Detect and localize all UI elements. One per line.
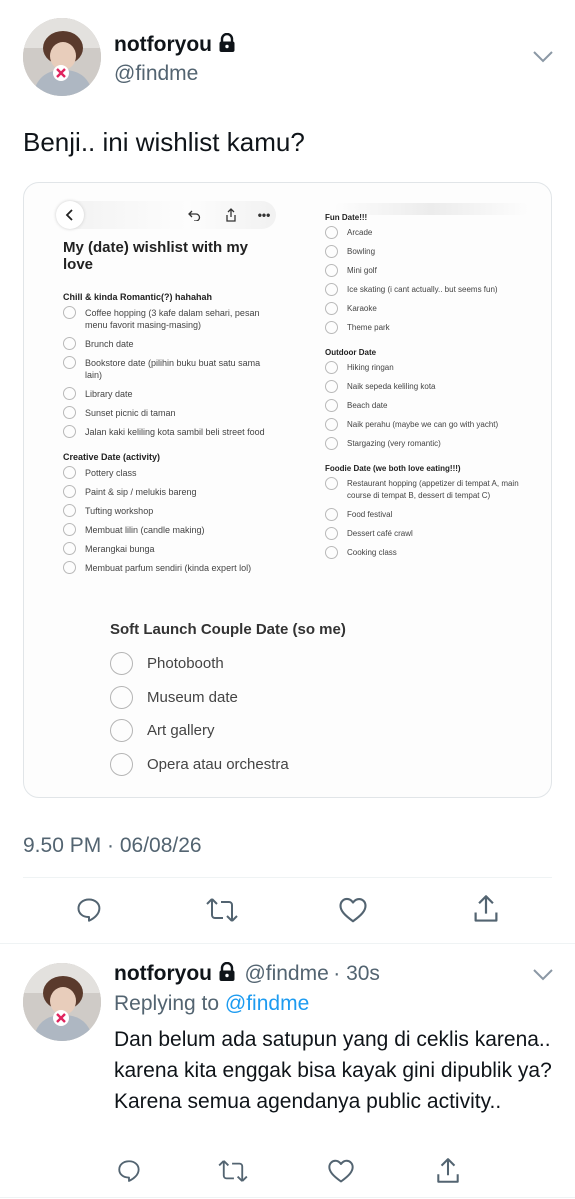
checkbox-circle-icon — [63, 387, 76, 400]
share-sheet-icon — [221, 205, 241, 225]
list-item: Stargazing (very romantic) — [325, 438, 525, 450]
list-item: Coffee hopping (3 kafe dalam sehari, pesan menu favorit masing-masing) — [63, 307, 278, 331]
heart-icon[interactable] — [327, 1157, 355, 1185]
checkbox-circle-icon — [325, 437, 338, 450]
list-item: Karaoke — [325, 303, 525, 315]
tweet-timestamp[interactable]: 9.50 PM · 06/08/26 — [23, 834, 202, 857]
lock-icon — [218, 962, 236, 987]
divider — [23, 877, 552, 878]
list-item: Opera atau orchestra — [110, 748, 430, 782]
share-icon[interactable] — [434, 1156, 462, 1186]
retweet-icon[interactable] — [217, 1158, 249, 1184]
checkbox-circle-icon — [63, 306, 76, 319]
checkbox-circle-icon — [110, 719, 133, 742]
checkbox-circle-icon — [110, 686, 133, 709]
reply-icon[interactable] — [74, 895, 104, 925]
checkbox-circle-icon — [63, 561, 76, 574]
list-item: Beach date — [325, 400, 525, 412]
undo-icon — [184, 205, 204, 225]
user-handle[interactable]: @findme — [114, 62, 199, 85]
checkbox-circle-icon — [63, 542, 76, 555]
list-item: Arcade — [325, 227, 525, 239]
list-item: Naik sepeda keliling kota — [325, 381, 525, 393]
list-item: Mini golf — [325, 265, 525, 277]
checkbox-circle-icon — [325, 399, 338, 412]
checkbox-circle-icon — [325, 302, 338, 315]
checkbox-circle-icon — [325, 527, 338, 540]
replying-to-link[interactable]: @findme — [224, 992, 310, 1015]
checkbox-circle-icon — [325, 380, 338, 393]
list-item: Brunch date — [63, 338, 278, 350]
display-name[interactable]: notforyou — [114, 962, 212, 985]
replying-to: Replying to @findme — [114, 992, 310, 1015]
wishlist-left-column — [63, 239, 278, 581]
list-item: Art gallery — [110, 714, 430, 748]
lock-icon — [218, 33, 236, 59]
list-item: Hiking ringan — [325, 362, 525, 374]
back-icon — [56, 201, 84, 229]
checkbox-circle-icon — [325, 264, 338, 277]
list-item: Theme park — [325, 322, 525, 334]
checkbox-circle-icon — [325, 361, 338, 374]
divider — [0, 943, 575, 944]
list-item: Bowling — [325, 246, 525, 258]
section-title: Soft Launch Couple Date (so me) — [110, 621, 346, 638]
checkbox-circle-icon — [63, 406, 76, 419]
checkbox-circle-icon — [63, 523, 76, 536]
soft-launch-section — [110, 621, 430, 781]
chevron-down-icon[interactable] — [532, 50, 554, 69]
display-name[interactable]: notforyou — [114, 33, 236, 59]
list-item: Bookstore date (pilihin buku buat satu sama lain) — [63, 357, 278, 381]
checkbox-circle-icon — [110, 652, 133, 675]
section-title: Chill & kinda Romantic(?) hahahah — [63, 292, 213, 302]
section-title: Fun Date!!! — [325, 213, 368, 222]
reply-time: · 30s — [333, 962, 380, 985]
screenshot-topbar — [56, 201, 276, 229]
list-item: Merangkai bunga — [63, 543, 278, 555]
share-icon[interactable] — [471, 893, 501, 925]
list-item: Naik perahu (maybe we can go with yacht) — [325, 419, 525, 431]
reply-icon[interactable] — [115, 1157, 143, 1185]
checkbox-circle-icon — [325, 321, 338, 334]
section-title: Outdoor Date — [325, 348, 377, 357]
list-item: Food festival — [325, 509, 525, 521]
checkbox-circle-icon — [325, 283, 338, 296]
checkbox-circle-icon — [63, 337, 76, 350]
list-item: Membuat lilin (candle making) — [63, 524, 278, 536]
list-item: Pottery class — [63, 467, 278, 479]
list-item: Cooking class — [325, 547, 525, 559]
list-item: Tufting workshop — [63, 505, 278, 517]
media-attachment[interactable] — [23, 182, 552, 798]
heart-icon[interactable] — [338, 895, 368, 925]
checkbox-circle-icon — [63, 485, 76, 498]
list-item: Paint & sip / melukis bareng — [63, 486, 278, 498]
wishlist-title: My (date) wishlist with my love — [63, 239, 249, 273]
divider — [0, 1197, 575, 1198]
user-handle[interactable]: @findme — [244, 962, 329, 985]
section-title: Foodie Date (we both love eating!!!) — [325, 464, 461, 473]
checkbox-circle-icon — [110, 753, 133, 776]
list-item: Ice skating (i cant actually.. but seems fun) — [325, 284, 525, 296]
checkbox-circle-icon — [325, 245, 338, 258]
avatar[interactable] — [23, 963, 101, 1041]
section-title: Creative Date (activity) — [63, 452, 161, 462]
checkbox-circle-icon — [325, 418, 338, 431]
avatar[interactable] — [23, 18, 101, 96]
list-item: Restaurant hopping (appetizer di tempat A, main course di tempat B, dessert di tempat C) — [325, 478, 525, 502]
checkbox-circle-icon — [63, 356, 76, 369]
chevron-down-icon[interactable] — [532, 968, 554, 987]
list-item: Museum date — [110, 681, 430, 715]
checkbox-circle-icon — [63, 504, 76, 517]
wishlist-right-column — [325, 203, 525, 566]
retweet-icon[interactable] — [205, 895, 239, 925]
list-item: Membuat parfum sendiri (kinda expert lol) — [63, 562, 278, 574]
list-item: Dessert café crawl — [325, 528, 525, 540]
checkbox-circle-icon — [63, 466, 76, 479]
list-item: Photobooth — [110, 647, 430, 681]
checkbox-circle-icon — [325, 508, 338, 521]
list-item: Library date — [63, 388, 278, 400]
reply-text: Dan belum ada satupun yang di ceklis karena.. karena kita enggak bisa kayak gini dipublik ya? Karena semua agendanya public activity.. — [114, 1028, 552, 1113]
tweet-text: Benji.. ini wishlist kamu? — [23, 127, 305, 157]
checkbox-circle-icon — [325, 477, 338, 490]
ellipsis-icon: ••• — [257, 208, 271, 222]
checkbox-circle-icon — [325, 226, 338, 239]
reply-header — [114, 962, 380, 987]
checkbox-circle-icon — [325, 546, 338, 559]
checkbox-circle-icon — [63, 425, 76, 438]
list-item: Sunset picnic di taman — [63, 407, 278, 419]
list-item: Jalan kaki keliling kota sambil beli street food — [63, 426, 278, 438]
